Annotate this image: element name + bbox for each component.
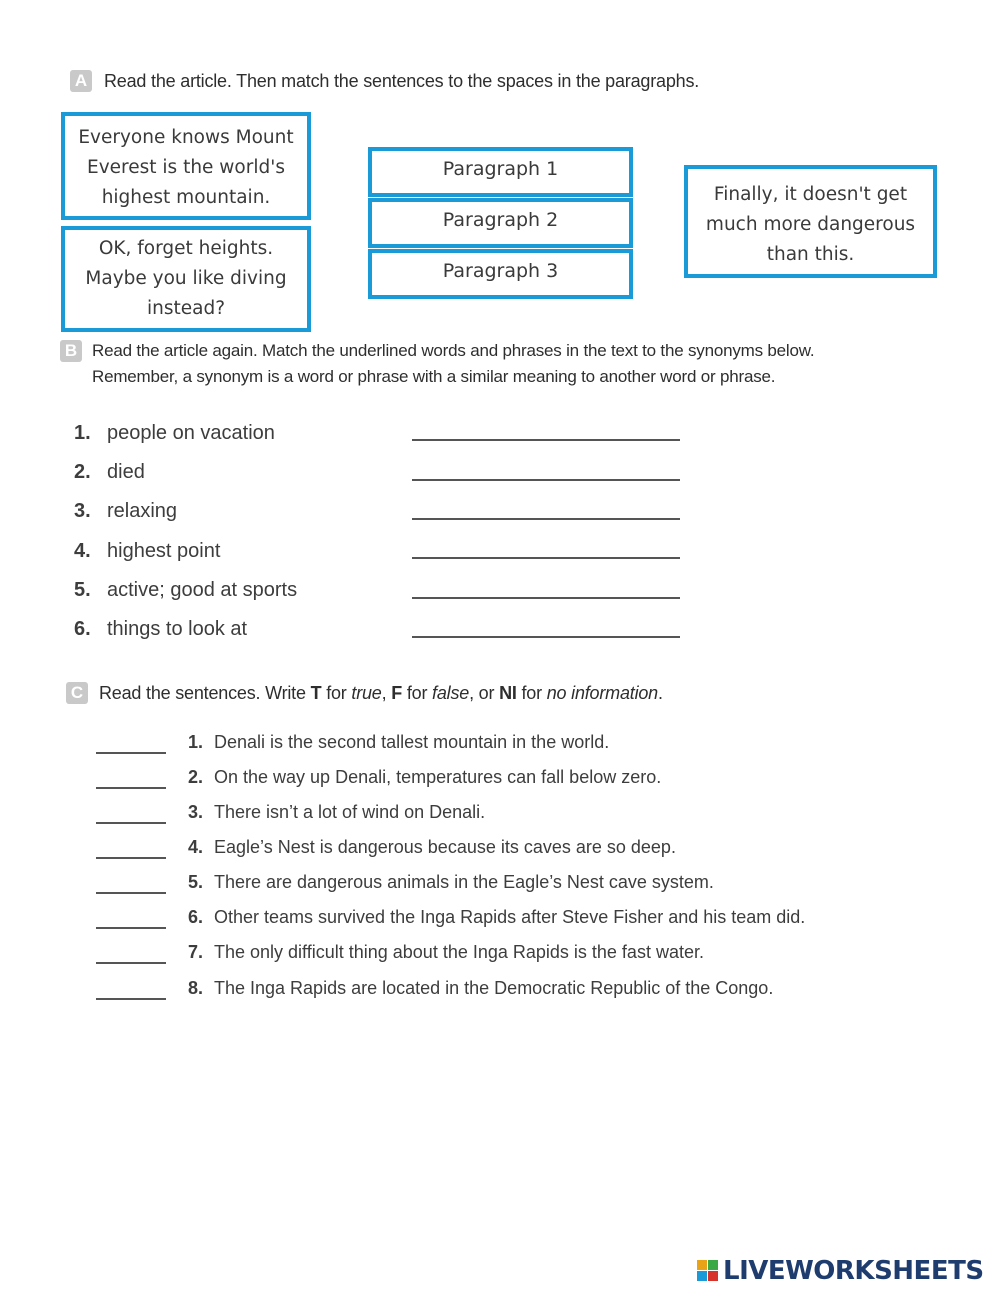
sentence-line: much more dangerous xyxy=(705,214,916,235)
tf-answer-blank[interactable] xyxy=(96,962,166,964)
item-text: people on vacation xyxy=(107,422,275,444)
item-text: The Inga Rapids are located in the Democratic Republic of the Congo. xyxy=(214,978,774,998)
item-number: 4. xyxy=(74,540,91,562)
instr-part: for xyxy=(321,683,352,703)
instr-true: true xyxy=(351,683,382,703)
tf-answer-blank[interactable] xyxy=(96,752,166,754)
sentence-line: Everyone knows Mount xyxy=(78,127,294,148)
section-c-badge: C xyxy=(66,682,88,704)
liveworksheets-logo[interactable] xyxy=(697,1256,984,1286)
tf-answer-blank[interactable] xyxy=(96,998,166,1000)
instr-T: T xyxy=(310,683,322,703)
instr-NI: NI xyxy=(499,683,517,703)
paragraph-slot-2[interactable]: Paragraph 2 xyxy=(368,198,633,248)
section-b-badge: B xyxy=(60,340,82,362)
item-text: things to look at xyxy=(107,618,248,640)
instr-F: F xyxy=(391,683,403,703)
item-text: There are dangerous animals in the Eagle’s Nest cave system. xyxy=(214,872,714,892)
sentence-card-2[interactable] xyxy=(61,226,311,332)
tf-answer-blank[interactable] xyxy=(96,892,166,894)
item-number: 5. xyxy=(188,872,204,892)
instr-part: , or xyxy=(469,683,500,703)
item-number: 8. xyxy=(188,978,204,998)
item-number: 3. xyxy=(188,802,204,822)
synonym-answer-line-3[interactable] xyxy=(412,518,680,520)
item-text: died xyxy=(107,461,145,483)
instr-false: false xyxy=(432,683,470,703)
section-c-instruction xyxy=(99,683,663,704)
item-number: 1. xyxy=(188,732,204,752)
sentence-line: than this. xyxy=(766,244,855,265)
section-a-instruction: Read the article. Then match the sentences to the spaces in the paragraphs. xyxy=(104,71,700,91)
item-text: highest point xyxy=(107,540,221,562)
paragraph-slot-3[interactable]: Paragraph 3 xyxy=(368,249,633,299)
item-number: 6. xyxy=(74,618,91,640)
sentence-line: instead? xyxy=(146,298,226,319)
item-text: active; good at sports xyxy=(107,579,298,601)
tf-answer-blank[interactable] xyxy=(96,857,166,859)
item-text: Other teams survived the Inga Rapids after Steve Fisher and his team did. xyxy=(214,907,806,927)
paragraph-slot-1[interactable]: Paragraph 1 xyxy=(368,147,633,197)
sentence-card-1[interactable] xyxy=(61,112,311,220)
item-number: 4. xyxy=(188,837,204,857)
item-number: 3. xyxy=(74,500,91,522)
section-b-instruction-line1: Read the article again. Match the underlined words and phrases in the text to the synonyms below. xyxy=(92,341,815,360)
sentence-line: Finally, it doesn't get xyxy=(713,184,908,205)
sentence-line: Everest is the world's xyxy=(87,157,285,178)
item-text: On the way up Denali, temperatures can fall below zero. xyxy=(214,767,662,787)
item-text: Denali is the second tallest mountain in the world. xyxy=(214,732,610,752)
item-text: Eagle’s Nest is dangerous because its caves are so deep. xyxy=(214,837,676,857)
sentence-line: Maybe you like diving xyxy=(85,268,287,289)
item-text: relaxing xyxy=(107,500,178,522)
item-number: 1. xyxy=(74,422,91,444)
synonym-answer-line-1[interactable] xyxy=(412,439,680,441)
item-text: There isn’t a lot of wind on Denali. xyxy=(214,802,486,822)
instr-part: for xyxy=(402,683,433,703)
synonym-answer-line-4[interactable] xyxy=(412,557,680,559)
sentence-card-3[interactable] xyxy=(684,165,937,278)
section-b-instruction-line2: Remember, a synonym is a word or phrase with a similar meaning to another word or phrase. xyxy=(92,367,776,386)
instr-part: for xyxy=(516,683,547,703)
logo-text: LIVEWORKSHEETS xyxy=(723,1256,984,1286)
instr-part: Read the sentences. Write xyxy=(99,683,311,703)
item-number: 2. xyxy=(74,461,91,483)
item-number: 5. xyxy=(74,579,91,601)
synonym-answer-line-6[interactable] xyxy=(412,636,680,638)
synonym-answer-line-5[interactable] xyxy=(412,597,680,599)
tf-answer-blank[interactable] xyxy=(96,787,166,789)
instr-no-information: no information xyxy=(546,683,658,703)
sentence-line: highest mountain. xyxy=(101,187,271,208)
item-number: 2. xyxy=(188,767,204,787)
item-number: 6. xyxy=(188,907,204,927)
logo-mark-icon xyxy=(697,1260,719,1282)
item-number: 7. xyxy=(188,942,204,962)
synonym-answer-line-2[interactable] xyxy=(412,479,680,481)
tf-answer-blank[interactable] xyxy=(96,822,166,824)
instr-part: , xyxy=(381,683,392,703)
section-a-badge: A xyxy=(70,70,92,92)
instr-part: . xyxy=(657,683,663,703)
item-text: The only difficult thing about the Inga Rapids is the fast water. xyxy=(214,942,704,962)
tf-answer-blank[interactable] xyxy=(96,927,166,929)
sentence-line: OK, forget heights. xyxy=(98,238,274,259)
